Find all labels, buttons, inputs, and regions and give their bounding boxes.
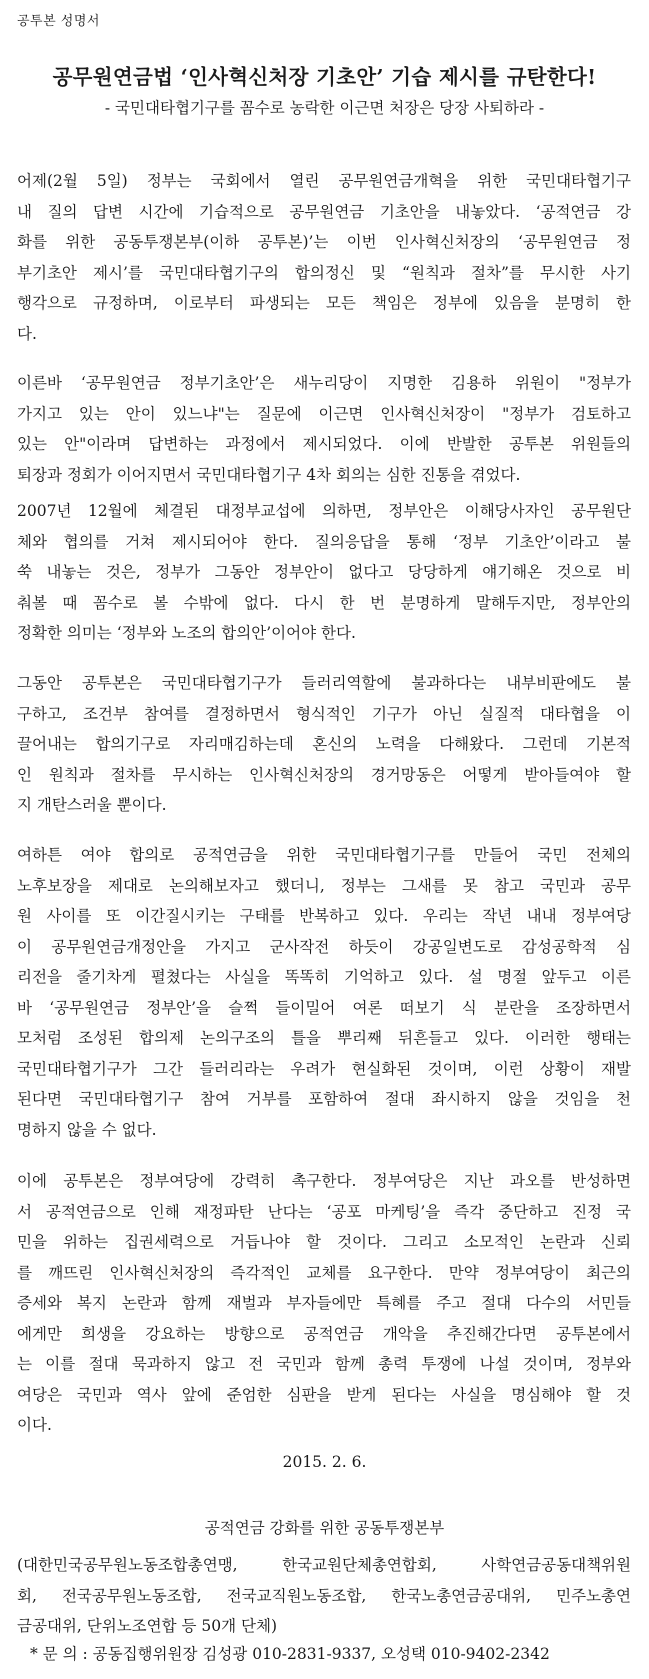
paragraph-1 [17,166,631,349]
member-organizations [17,1550,631,1642]
paragraph-line: 화를 위한 공동투쟁본부(이하 공투본)’는 이번 인사혁신처장의 ‘공무원연금 정 [17,233,631,251]
paragraph-line: 민을 위하는 집권세력으로 거듭나야 할 것이다. 그리고 소모적인 논란과 신뢰 [17,1233,631,1251]
paragraph-line: 있는 안"이라며 답변하는 과정에서 제시되었다. 이에 반발한 공투본 위원들의 [17,435,631,453]
paragraph-line: 행각으로 규정하며, 이로부터 파생되는 모든 책임은 정부에 있음을 분명히 한 [17,294,631,312]
paragraph-line: 원 사이를 또 이간질시키는 구태를 반복하고 있다. 우리는 작년 내내 정부여당 [17,907,631,925]
paragraph-line: 인 원칙과 절차를 무시하는 인사혁신처장의 경거망동은 어떻게 받아들여야 할 [17,765,631,784]
paragraph-line: 리전을 줄기차게 펼쳤다는 사실을 똑똑히 기억하고 있다. 설 명절 앞두고 이른 [17,968,631,986]
paragraph-line: 그동안 공투본은 국민대타협기구가 들러리역할에 불과하다는 내부비판에도 불 [17,674,631,692]
paragraph-line: 다. [17,324,37,343]
paragraph-line: 정확한 의미는 ‘정부와 노조의 합의안’이어야 한다. [17,624,356,642]
paragraph-line: 가지고 있는 안이 있느냐"는 질문에 이근면 인사혁신처장이 "정부가 검토하고 [17,404,631,423]
paragraph-line: 서 공적연금으로 인해 재정파탄 난다는 ‘공포 마케팅’을 즉각 중단하고 진정 국 [17,1202,631,1221]
statement-subtitle: - 국민대타협기구를 꼼수로 농락한 이근면 처장은 당장 사퇴하라 - [104,99,545,117]
paragraph-line: 에게만 희생을 강요하는 방향으로 공적연금 개악을 추진해간다면 공투본에서 [17,1324,631,1343]
paragraph-line: 여하튼 여야 합의로 공적연금을 위한 국민대타협기구를 만들어 국민 전체의 [17,846,631,864]
paragraph-line: 국민대타협기구가 그간 들러리라는 우려가 현실화된 것이며, 이런 상황이 재발 [17,1059,631,1078]
member-orgs-line: 금공대위, 단위노조연합 등 50개 단체) [17,1617,278,1635]
paragraph-line: 된다면 국민대타협기구 참여 거부를 포함하여 절대 좌시하지 않을 것임을 천 [17,1090,631,1108]
paragraph-line: 춰볼 때 꼼수로 볼 수밖에 없다. 다시 한 번 분명하게 말해두지만, 정부안의 [17,593,631,612]
statement-title: 공무원연금법 ‘인사혁신처장 기초안’ 기습 제시를 규탄한다! [52,65,597,89]
paragraph-line: 이에 공투본은 정부여당에 강력히 촉구한다. 정부여당은 지난 과오를 반성하면 [17,1172,631,1190]
member-orgs-line: 회, 전국공무원노동조합, 전국교직원노동조합, 한국노총연금공대위, 민주노총연 [17,1586,631,1605]
paragraph-line: 증세와 복지 논란과 함께 재벌과 부자들에만 특혜를 주고 절대 다수의 서민들 [17,1294,631,1312]
paragraph-line: 노후보장을 제대로 논의해보자고 했더니, 정부는 그새를 못 참고 국민과 공무 [17,876,631,895]
paragraph-line: 는 이를 절대 묵과하지 않고 전 국민과 함께 총력 투쟁에 나설 것이며, 정부와 [17,1355,631,1373]
statement-date: 2015. 2. 6. [282,1453,367,1471]
paragraph-line: 여당은 국민과 역사 앞에 준엄한 심판을 받게 된다는 사실을 명심해야 할 것 [17,1385,631,1404]
paragraph-line: 2007년 12월에 체결된 대정부교섭에 의하면, 정부안은 이해당사자인 공무원단 [17,502,631,520]
paragraph-line: 를 깨뜨린 인사혁신처장의 즉각적인 교체를 요구한다. 만약 정부여당이 최근의 [17,1263,631,1282]
issuing-organization: 공적연금 강화를 위한 공동투쟁본부 [204,1519,445,1537]
paragraph-line: 쑥 내놓는 것은, 정부가 그동안 정부안이 없다고 당당하게 얘기해온 것으로 비 [17,563,631,581]
member-orgs-line: (대한민국공무원노동조합총연맹, 한국교원단체총연합회, 사학연금공동대책위원 [17,1556,631,1574]
paragraph-line: 어제(2월 5일) 정부는 국회에서 열린 공무원연금개혁을 위한 국민대타협기구 [17,172,631,190]
paragraph-line: 이다. [17,1416,52,1434]
paragraph-line: 모처럼 조성된 합의제 논의구조의 틀을 뿌리째 뒤흔들고 있다. 이러한 행태는 [17,1029,631,1047]
paragraph-5 [17,840,631,1145]
paragraph-3 [17,496,631,649]
paragraph-line: 구하고, 조건부 참여를 결정하면서 형식적인 기구가 아닌 실질적 대타협을 이 [17,704,631,723]
paragraph-6 [17,1166,631,1441]
paragraph-4 [17,668,631,821]
paragraph-line: 부기초안 제시’를 국민대타협기구의 합의정신 및 “원칙과 절차”를 무시한 사기 [17,263,631,282]
document-type-label: 공투본 성명서 [17,14,100,29]
contact-info: * 문 의 : 공동집행위원장 김성광 010-2831-9337, 오성택 010-9402-2342 [30,1645,550,1663]
paragraph-line: 체와 협의를 거쳐 제시되어야 한다. 질의응답을 통해 ‘정부 기초안’이라고 불 [17,532,631,551]
paragraph-line: 바 ‘공무원연금 정부안’을 슬쩍 들이밀어 여론 떠보기 식 분란을 조장하면서 [17,998,631,1017]
paragraph-2 [17,368,631,490]
paragraph-line: 내 질의 답변 시간에 기습적으로 공무원연금 기초안을 내놓았다. ‘공적연금 강 [17,202,631,221]
paragraph-line: 이 공무원연금개정안을 가지고 군사작전 하듯이 강공일변도로 감성공학적 심 [17,937,631,956]
paragraph-line: 퇴장과 정회가 이어지면서 국민대타협기구 4차 회의는 심한 진통을 겪었다. [17,465,521,484]
paragraph-line: 명하지 않을 수 없다. [17,1120,157,1139]
paragraph-line: 이른바 ‘공무원연금 정부기초안’은 새누리당이 지명한 김용하 위원이 "정부가 [17,374,631,392]
paragraph-line: 끌어내는 합의기구로 자리매김하는데 혼신의 노력을 다해왔다. 그런데 기본적 [17,735,631,753]
paragraph-line: 지 개탄스러울 뿐이다. [17,796,167,814]
